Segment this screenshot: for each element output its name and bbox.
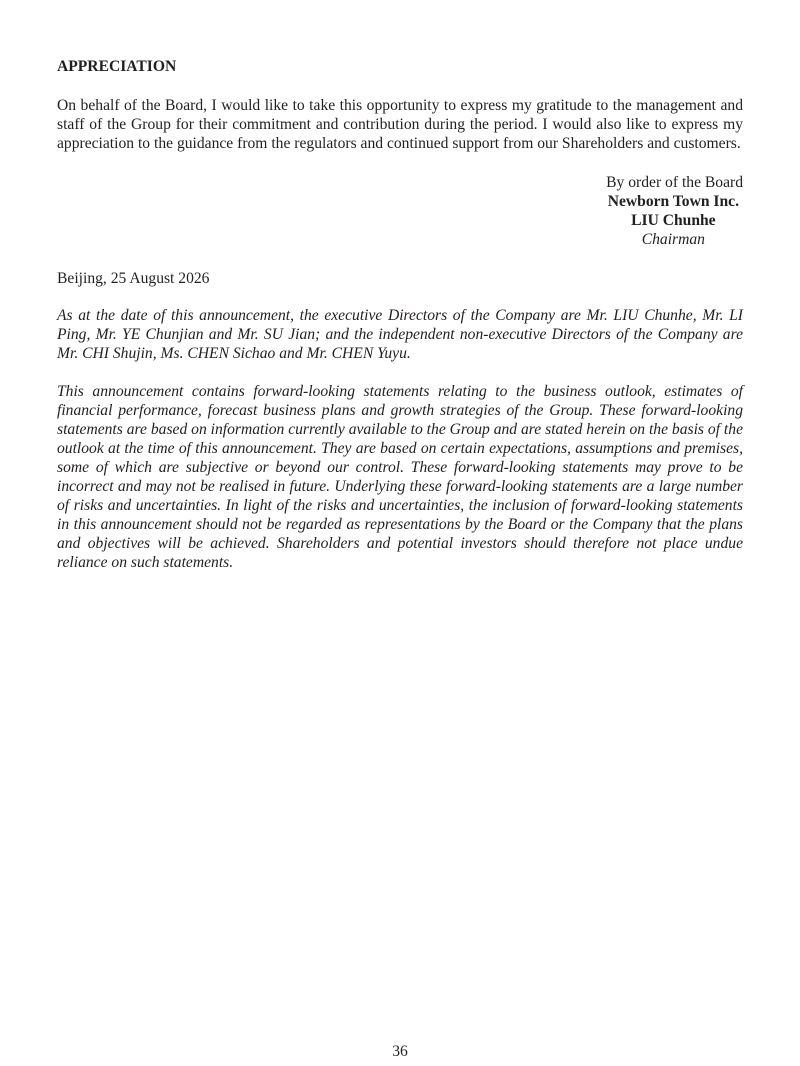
document-page [57, 57, 743, 572]
place-date: Beijing, 25 August 2026 [57, 270, 210, 287]
directors-note: As at the date of this announcement, the executive Directors of the Company are Mr. LIU Chunhe, Mr. LI Ping, Mr. YE Chunjian and Mr. SU Jian; and the independent non-executive Directors of the Company are Mr. CHI Shujin, Ms. CHEN Sichao and Mr. CHEN Yuyu. [57, 307, 743, 362]
signature-company: Newborn Town Inc. [607, 193, 739, 210]
signature-title: Chairman [641, 231, 705, 248]
appreciation-paragraph: On behalf of the Board, I would like to take this opportunity to express my gratitude to the management and staff of the Group for their commitment and contribution during the period. I would also like to express my appreciation to the guidance from the regulators and continued support from our Shareholders and customers. [57, 97, 743, 152]
section-heading: APPRECIATION [57, 58, 177, 75]
signature-block [57, 173, 743, 249]
forward-looking-note: This announcement contains forward-looking statements relating to the business outlook, estimates of financial performance, forecast business plans and growth strategies of the Group. These forward-looking statements are based on information currently available to the Group and are stated herein on the basis of the outlook at the time of this announcement. They are based on certain expectations, assumptions and premises, some of which are subjective or beyond our control. These forward-looking statements may prove to be incorrect and may not be realised in future. Underlying these forward-looking statements are a large number of risks and uncertainties. In light of the risks and uncertainties, the inclusion of forward-looking statements in this announcement should not be regarded as representations by the Board or the Company that the plans and objectives will be achieved. Shareholders and potential investors should therefore not place undue reliance on such statements. [57, 383, 743, 571]
signature-by-order-line [57, 173, 743, 192]
signature-by-order: By order of the Board [606, 174, 743, 191]
signature-name-group [57, 192, 743, 249]
signature-inner [608, 192, 743, 249]
signature-name: LIU Chunhe [631, 212, 716, 229]
page-number: 36 [392, 1043, 408, 1060]
